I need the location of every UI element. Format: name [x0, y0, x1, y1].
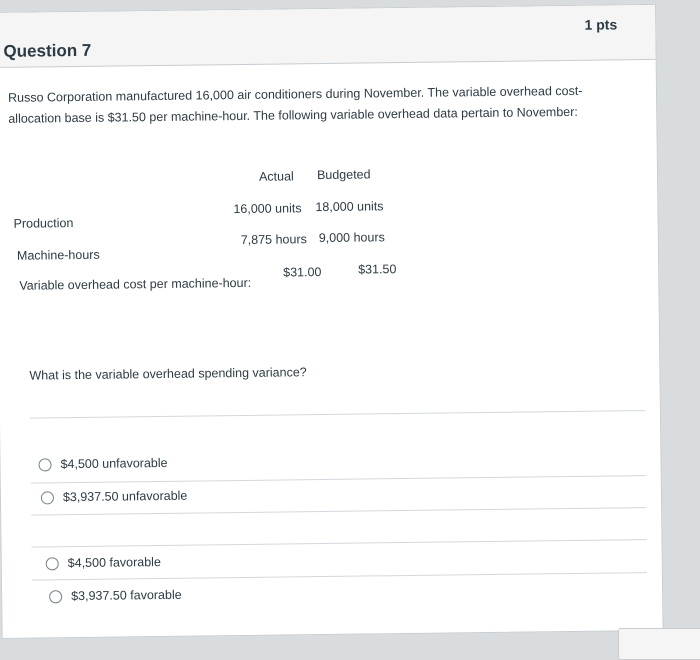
question-points: 1 pts	[584, 16, 618, 33]
answer-label: $3,937.50 favorable	[71, 587, 182, 604]
question-title: Question 7	[3, 40, 92, 61]
question-header	[0, 5, 656, 68]
radio-button[interactable]	[41, 491, 54, 504]
row-label-variable-overhead: Variable overhead cost per machine-hour:	[19, 275, 252, 293]
row-actual-production: 16,000 units	[233, 201, 302, 217]
divider	[32, 572, 647, 581]
question-prompt: What is the variable overhead spending variance?	[29, 365, 307, 383]
divider	[30, 410, 645, 419]
row-actual-variable-overhead: $31.00	[283, 265, 322, 280]
answer-option-2[interactable]	[41, 489, 188, 505]
row-budgeted-production: 18,000 units	[315, 199, 384, 215]
divider	[32, 539, 647, 548]
divider	[31, 507, 646, 516]
row-budgeted-variable-overhead: $31.50	[358, 262, 397, 277]
header-actual: Actual	[258, 169, 294, 184]
answer-label: $3,937.50 unfavorable	[62, 488, 188, 505]
answer-label: $4,500 favorable	[67, 555, 161, 571]
row-budgeted-machine-hours: 9,000 hours	[318, 230, 385, 246]
row-label-machine-hours: Machine-hours	[16, 247, 100, 263]
question-text: Russo Corporation manufactured 16,000 air conditioners during November. The variable overhead cost-allocation base is $31.50 per machine-hour. The following variable overhead data pertain to November:	[7, 83, 583, 126]
next-button[interactable]	[618, 628, 700, 660]
answer-option-1[interactable]	[38, 456, 167, 472]
row-actual-machine-hours: 7,875 hours	[240, 232, 307, 248]
header-budgeted: Budgeted	[316, 167, 371, 183]
radio-button[interactable]	[46, 557, 59, 570]
divider	[31, 475, 646, 484]
row-label-production: Production	[13, 216, 74, 231]
radio-button[interactable]	[38, 458, 51, 471]
answer-label: $4,500 unfavorable	[60, 455, 168, 472]
radio-button[interactable]	[49, 590, 62, 603]
question-card	[0, 4, 664, 639]
answer-option-4[interactable]	[49, 588, 182, 604]
answer-option-3[interactable]	[46, 555, 161, 570]
